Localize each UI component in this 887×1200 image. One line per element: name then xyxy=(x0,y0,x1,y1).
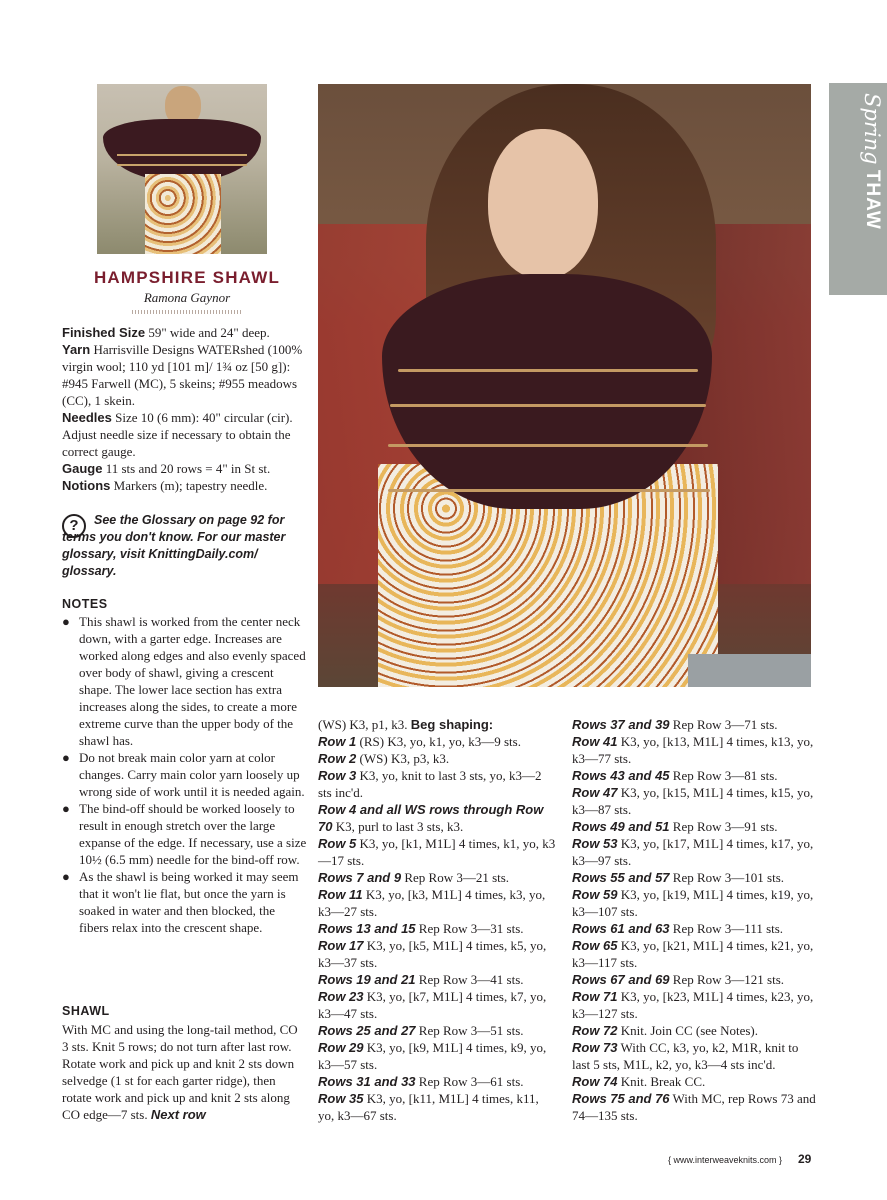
row-label: Row 23 xyxy=(318,989,364,1004)
section-tab-label xyxy=(844,93,884,288)
spec-gauge xyxy=(62,460,307,477)
instruction-row xyxy=(318,920,558,937)
instruction-row xyxy=(318,971,558,988)
row-text: Rep Row 3—71 sts. xyxy=(669,717,778,732)
spec-value: Markers (m); tapestry needle. xyxy=(110,478,268,493)
instruction-row xyxy=(572,1022,817,1039)
footer-url: { www.interweaveknits.com } xyxy=(668,1155,783,1165)
page-number: 29 xyxy=(798,1152,812,1166)
instruction-row xyxy=(572,1090,817,1124)
row-text: K3, yo, [k5, M1L] 4 times, k5, yo, k3—37 sts. xyxy=(318,938,547,970)
list-item xyxy=(62,868,307,936)
row-label: Row 4 and all WS rows through Row 70 xyxy=(318,802,544,834)
row-text: K3, yo, [k1, M1L] 4 times, k1, yo, k3—17 sts. xyxy=(318,836,556,868)
row-text: Rep Row 3—81 sts. xyxy=(669,768,778,783)
instruction-row xyxy=(318,937,558,971)
list-item xyxy=(62,613,307,749)
row-text: Rep Row 3—31 sts. xyxy=(415,921,524,936)
row-text: Rep Row 3—91 sts. xyxy=(669,819,778,834)
instruction-row xyxy=(318,988,558,1022)
instruction-row xyxy=(318,1073,558,1090)
spec-label: Notions xyxy=(62,478,111,493)
instruction-row xyxy=(318,1022,558,1039)
row-label: Rows 19 and 21 xyxy=(318,972,416,987)
row-text: Rep Row 3—21 sts. xyxy=(401,870,510,885)
notes-heading: NOTES xyxy=(62,597,108,611)
row-text: Rep Row 3—41 sts. xyxy=(415,972,524,987)
row-text: Rep Row 3—111 sts. xyxy=(669,921,784,936)
spec-label: Needles xyxy=(62,410,112,425)
instruction-row xyxy=(572,1039,817,1073)
row-text: Rep Row 3—51 sts. xyxy=(415,1023,524,1038)
bullet-icon: ● xyxy=(62,869,70,884)
row-label: Rows 55 and 57 xyxy=(572,870,670,885)
glossary-callout xyxy=(62,512,307,580)
row-text: Knit. Break CC. xyxy=(617,1074,706,1089)
row-text: K3, yo, [k23, M1L] 4 times, k23, yo, k3—127 sts. xyxy=(572,989,814,1021)
question-icon: ? xyxy=(62,514,86,538)
instruction-row xyxy=(572,1073,817,1090)
row-text: K3, yo, [k17, M1L] 4 times, k17, yo, k3—97 sts. xyxy=(572,836,814,868)
note-text: Do not break main color yarn at color changes. Carry main color yarn loosely up wrong side of work until it is needed again. xyxy=(79,750,305,799)
row-label: Row 53 xyxy=(572,836,618,851)
row-label: Row 1 xyxy=(318,734,357,749)
spec-label: Finished Size xyxy=(62,325,146,340)
shawl-heading: SHAWL xyxy=(62,1004,110,1018)
spec-value: Size 10 (6 mm): 40" circular (cir). Adjust needle size if necessary to obtain the correct gauge. xyxy=(62,410,293,459)
thumbnail-dress xyxy=(145,174,221,254)
row-text: (RS) K3, yo, k1, yo, k3—9 sts. xyxy=(356,734,521,749)
pattern-title: HAMPSHIRE SHAWL xyxy=(93,268,281,287)
thumbnail-stripe xyxy=(117,154,247,156)
photo-shawl-stripe xyxy=(390,404,706,407)
instruction-row xyxy=(318,835,558,869)
instructions-column-3 xyxy=(572,716,817,1124)
row-label: Rows 67 and 69 xyxy=(572,972,670,987)
instruction-lead xyxy=(318,716,558,733)
row-text: K3, yo, [k13, M1L] 4 times, k13, yo, k3—77 sts. xyxy=(572,734,814,766)
note-text: The bind-off should be worked loosely to result in enough stretch over the large expanse of the edge. If necessary, use a size 10½ (6.5 mm) needle for the bind-off row. xyxy=(79,801,307,867)
row-label: Row 65 xyxy=(572,938,618,953)
instruction-row xyxy=(572,988,817,1022)
instruction-row xyxy=(572,886,817,920)
row-text: K3, purl to last 3 sts, k3. xyxy=(332,819,464,834)
row-label: Row 5 xyxy=(318,836,357,851)
notes-list xyxy=(62,613,307,936)
note-text: As the shawl is being worked it may seem that it won't lie flat, but once the yarn is soaked in water and then blocked, the fibers relax into the crescent shape. xyxy=(79,869,299,935)
instruction-row xyxy=(318,886,558,920)
title-divider xyxy=(132,310,242,314)
row-text: Rep Row 3—121 sts. xyxy=(669,972,785,987)
row-label: Rows 31 and 33 xyxy=(318,1074,416,1089)
row-text: K3, yo, [k3, M1L] 4 times, k3, yo, k3—27 sts. xyxy=(318,887,546,919)
thumbnail-shawl xyxy=(103,119,261,181)
section-tab-caps: THAW xyxy=(862,169,883,230)
instruction-row xyxy=(318,767,558,801)
thumbnail-photo xyxy=(97,84,267,254)
row-label: Rows 61 and 63 xyxy=(572,921,670,936)
row-label: Row 3 xyxy=(318,768,357,783)
instructions-column-2 xyxy=(318,716,558,1124)
instruction-row xyxy=(318,869,558,886)
row-label: Row 17 xyxy=(318,938,364,953)
bullet-icon: ● xyxy=(62,801,70,816)
thumbnail-stripe xyxy=(117,164,247,166)
section-tab xyxy=(829,83,887,295)
spec-label: Gauge xyxy=(62,461,103,476)
row-text: Rep Row 3—101 sts. xyxy=(669,870,785,885)
instruction-row xyxy=(572,971,817,988)
row-text: K3, yo, knit to last 3 sts, yo, k3—2 sts inc'd. xyxy=(318,768,542,800)
instruction-row xyxy=(318,1090,558,1124)
spec-notions xyxy=(62,477,307,494)
row-label: Row 71 xyxy=(572,989,618,1004)
main-photo xyxy=(318,84,811,687)
photo-shawl-stripe xyxy=(388,489,710,492)
list-item xyxy=(62,800,307,868)
section-tab-script: Spring xyxy=(860,93,884,165)
photo-shawl-stripe xyxy=(388,444,708,447)
note-text: This shawl is worked from the center neck down, with a garter edge. Increases are worked along edges and also evenly spaced over body of shawl, giving a crescent shape. The lower lace section has extra increases along the sides, to create a more extreme curve than the upper body of the shawl has. xyxy=(79,614,306,748)
spec-value: 59" wide and 24" deep. xyxy=(145,325,270,340)
instruction-row xyxy=(572,937,817,971)
row-text: K3, yo, [k15, M1L] 4 times, k15, yo, k3—87 sts. xyxy=(572,785,814,817)
row-label: Row 59 xyxy=(572,887,618,902)
instruction-row xyxy=(572,733,817,767)
instruction-row xyxy=(572,920,817,937)
instruction-row xyxy=(572,835,817,869)
photo-shawl xyxy=(382,274,712,509)
instruction-row xyxy=(318,1039,558,1073)
row-text: With CC, k3, yo, k2, M1R, knit to last 5 sts, M1L, k2, yo, k3—4 sts inc'd. xyxy=(572,1040,799,1072)
instruction-row xyxy=(318,733,558,750)
pattern-specs xyxy=(62,324,307,494)
row-label: Rows 43 and 45 xyxy=(572,768,670,783)
row-label: Rows 37 and 39 xyxy=(572,717,670,732)
spec-needles xyxy=(62,409,307,460)
row-text: Knit. Join CC (see Notes). xyxy=(617,1023,758,1038)
row-label: Rows 75 and 76 xyxy=(572,1091,670,1106)
instruction-row xyxy=(572,784,817,818)
row-label: Row 29 xyxy=(318,1040,364,1055)
row-text: K3, yo, [k19, M1L] 4 times, k19, yo, k3—107 sts. xyxy=(572,887,814,919)
instruction-row xyxy=(318,801,558,835)
row-text: With MC, rep Rows 73 and 74—135 sts. xyxy=(572,1091,816,1123)
glossary-text: See the Glossary on page 92 for terms you don't know. For our master glossary, visit KnittingDaily.com/ glossary. xyxy=(62,513,286,578)
row-text: K3, yo, [k21, M1L] 4 times, k21, yo, k3—117 sts. xyxy=(572,938,814,970)
row-label: Row 41 xyxy=(572,734,618,749)
spec-value: Harrisville Designs WATERshed (100% virgin wool; 110 yd [101 m]/ 1¾ oz [50 g]): #945 Farwell (MC), 5 skeins; #955 meadows (CC), 1 skein. xyxy=(62,342,303,408)
instruction-row xyxy=(572,767,817,784)
photo-bucket xyxy=(688,654,811,687)
list-item xyxy=(62,749,307,800)
row-label: Rows 13 and 15 xyxy=(318,921,416,936)
row-label: Rows 49 and 51 xyxy=(572,819,670,834)
row-text: (WS) K3, p3, k3. xyxy=(356,751,450,766)
bullet-icon: ● xyxy=(62,750,70,765)
row-label: Row 47 xyxy=(572,785,618,800)
row-text: K3, yo, [k11, M1L] 4 times, k11, yo, k3—67 sts. xyxy=(318,1091,539,1123)
row-label: Rows 25 and 27 xyxy=(318,1023,416,1038)
row-label: Row 2 xyxy=(318,751,357,766)
instruction-row xyxy=(318,750,558,767)
row-label: Row 72 xyxy=(572,1023,618,1038)
spec-yarn xyxy=(62,341,307,409)
lead-text: (WS) K3, p1, k3. xyxy=(318,717,408,732)
spec-value: 11 sts and 20 rows = 4" in St st. xyxy=(102,461,271,476)
row-text: Rep Row 3—61 sts. xyxy=(415,1074,524,1089)
bullet-icon: ● xyxy=(62,614,70,629)
instruction-row xyxy=(572,869,817,886)
shawl-instructions xyxy=(62,1021,307,1123)
row-label: Next row xyxy=(150,1107,206,1122)
row-label: Row 35 xyxy=(318,1091,364,1106)
spec-label: Yarn xyxy=(62,342,91,357)
spec-finished-size xyxy=(62,324,307,341)
row-label: Rows 7 and 9 xyxy=(318,870,402,885)
lead-bold: Beg shaping: xyxy=(410,717,494,732)
instruction-row xyxy=(572,716,817,733)
row-text: K3, yo, [k7, M1L] 4 times, k7, yo, k3—47 sts. xyxy=(318,989,547,1021)
row-label: Row 73 xyxy=(572,1040,618,1055)
shawl-text: With MC and using the long-tail method, CO 3 sts. Knit 5 rows; do not turn after last row. Rotate work and pick up and knit 2 sts down selvedge (1 st for each garter ridge), then rotate work and pick up and knit 2 sts along CO edge—7 sts. xyxy=(62,1022,298,1122)
pattern-designer: Ramona Gaynor xyxy=(143,290,231,305)
row-label: Row 74 xyxy=(572,1074,618,1089)
photo-shawl-stripe xyxy=(398,369,698,372)
row-label: Row 11 xyxy=(318,887,363,902)
instruction-row xyxy=(572,818,817,835)
photo-model-face xyxy=(488,129,598,279)
row-text: K3, yo, [k9, M1L] 4 times, k9, yo, k3—57 sts. xyxy=(318,1040,547,1072)
